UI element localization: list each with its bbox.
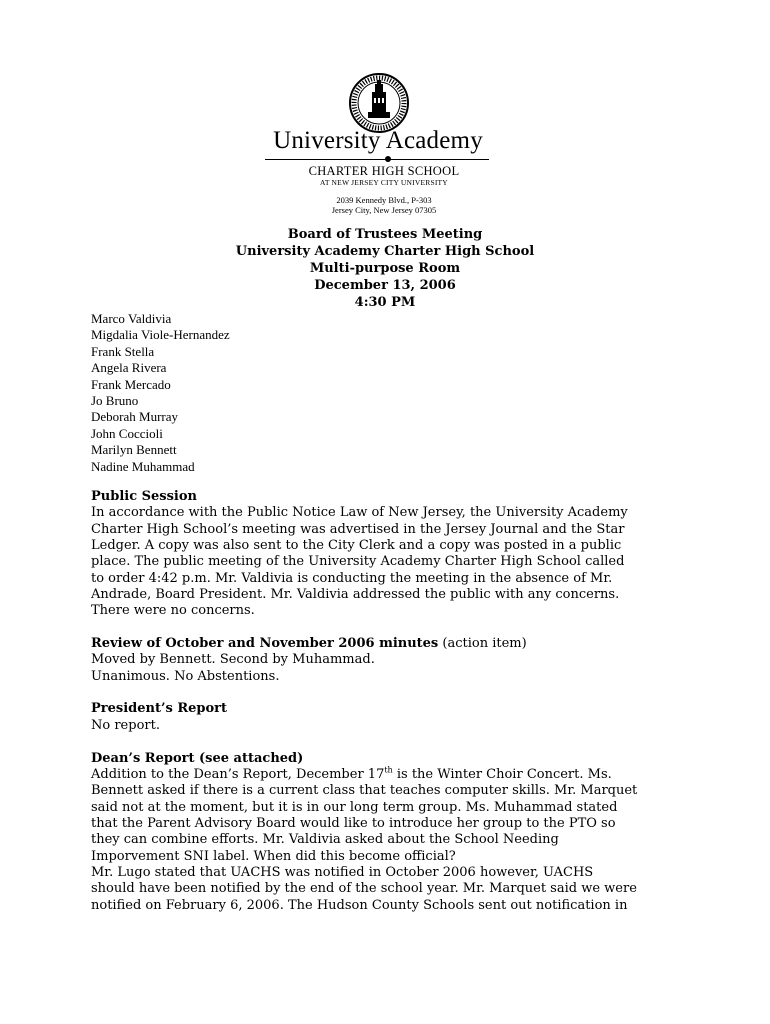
ordinal-suffix: th: [384, 765, 393, 775]
section-heading: Public Session: [91, 489, 197, 504]
meeting-room: Multi-purpose Room: [309, 261, 461, 276]
meeting-title: Board of Trustees Meeting: [287, 227, 483, 242]
paragraph-text: is the Winter Choir Concert. Ms.: [392, 766, 612, 782]
deans-report-section: [91, 751, 691, 914]
paragraph-line: place. The public meeting of the University Academy Charter High School called: [91, 554, 625, 570]
paragraph-line: There were no concerns.: [91, 603, 255, 619]
attendee-name: Frank Stella: [91, 343, 155, 359]
attendee-list: [91, 311, 230, 475]
attendee-name: Angela Rivera: [91, 360, 167, 376]
attendee-name: Nadine Muhammad: [91, 458, 195, 474]
section-heading: Review of October and November 2006 minutes: [91, 636, 439, 652]
action-item-note: (action item): [438, 636, 527, 652]
paragraph-line: they can combine efforts. Mr. Valdivia asked about the School Needing: [91, 832, 559, 848]
meeting-school: University Academy Charter High School: [235, 244, 535, 259]
paragraph-line: notified on February 6, 2006. The Hudson County Schools sent out notification in: [91, 897, 628, 913]
paragraph-text: Addition to the Dean’s Report, December 17: [91, 766, 385, 782]
paragraph-line: Bennett asked if there is a current class that teaches computer skills. Mr. Marquet: [91, 783, 638, 799]
meeting-date: December 13, 2006: [314, 278, 456, 293]
meeting-time: 4:30 PM: [354, 295, 416, 310]
attendee-name: John Coccioli: [91, 425, 163, 441]
paragraph-line: [91, 767, 691, 783]
section-heading: Dean’s Report (see attached): [91, 750, 304, 766]
attendee-name: Marco Valdivia: [91, 311, 172, 326]
attendee-name: Marilyn Bennett: [91, 442, 177, 458]
address-line-1: 2039 Kennedy Blvd., P-303: [336, 195, 432, 205]
school-name: University Academy: [273, 127, 483, 154]
paragraph-line: to order 4:42 p.m. Mr. Valdivia is conducting the meeting in the absence of Mr.: [91, 570, 613, 586]
school-seal-logo: [348, 72, 410, 134]
school-affiliation: AT NEW JERSEY CITY UNIVERSITY: [320, 178, 448, 187]
paragraph-line: Unanimous. No Abstentions.: [91, 668, 280, 684]
letterhead: [255, 126, 495, 215]
meeting-header: [100, 226, 670, 311]
paragraph-line: said not at the moment, but it is in our long term group. Ms. Muhammad stated: [91, 799, 618, 815]
minutes-body: [91, 489, 691, 930]
paragraph-line: that the Parent Advisory Board would like to introduce her group to the PTO so: [91, 815, 616, 831]
paragraph-line: Imporvement SNI label. When did this become official?: [91, 848, 456, 864]
presidents-report-section: [91, 701, 691, 734]
attendee-name: Deborah Murray: [91, 409, 178, 425]
attendee-name: Jo Bruno: [91, 393, 139, 409]
paragraph-line: In accordance with the Public Notice Law of New Jersey, the University Academy: [91, 505, 628, 521]
paragraph-line: Mr. Lugo stated that UACHS was notified in October 2006 however, UACHS: [91, 864, 594, 880]
school-subtitle: CHARTER HIGH SCHOOL: [308, 164, 460, 178]
letterhead-divider: [265, 156, 489, 164]
paragraph-line: No report.: [91, 717, 160, 733]
paragraph-line: Andrade, Board President. Mr. Valdivia addressed the public with any concerns.: [91, 587, 620, 603]
paragraph-line: Ledger. A copy was also sent to the City Clerk and a copy was posted in a public: [91, 538, 622, 554]
section-heading: President’s Report: [91, 701, 228, 717]
public-session-section: [91, 489, 691, 620]
section-heading-row: [91, 636, 691, 652]
attendee-name: Migdalia Viole-Hernandez: [91, 327, 230, 343]
paragraph-line: Charter High School’s meeting was advertised in the Jersey Journal and the Star: [91, 521, 625, 537]
paragraph-line: Moved by Bennett. Second by Muhammad.: [91, 652, 375, 668]
address-line-2: Jersey City, New Jersey 07305: [331, 205, 437, 215]
attendee-name: Frank Mercado: [91, 376, 171, 392]
minutes-review-section: [91, 636, 691, 685]
paragraph-line: should have been notified by the end of the school year. Mr. Marquet said we were: [91, 881, 637, 897]
